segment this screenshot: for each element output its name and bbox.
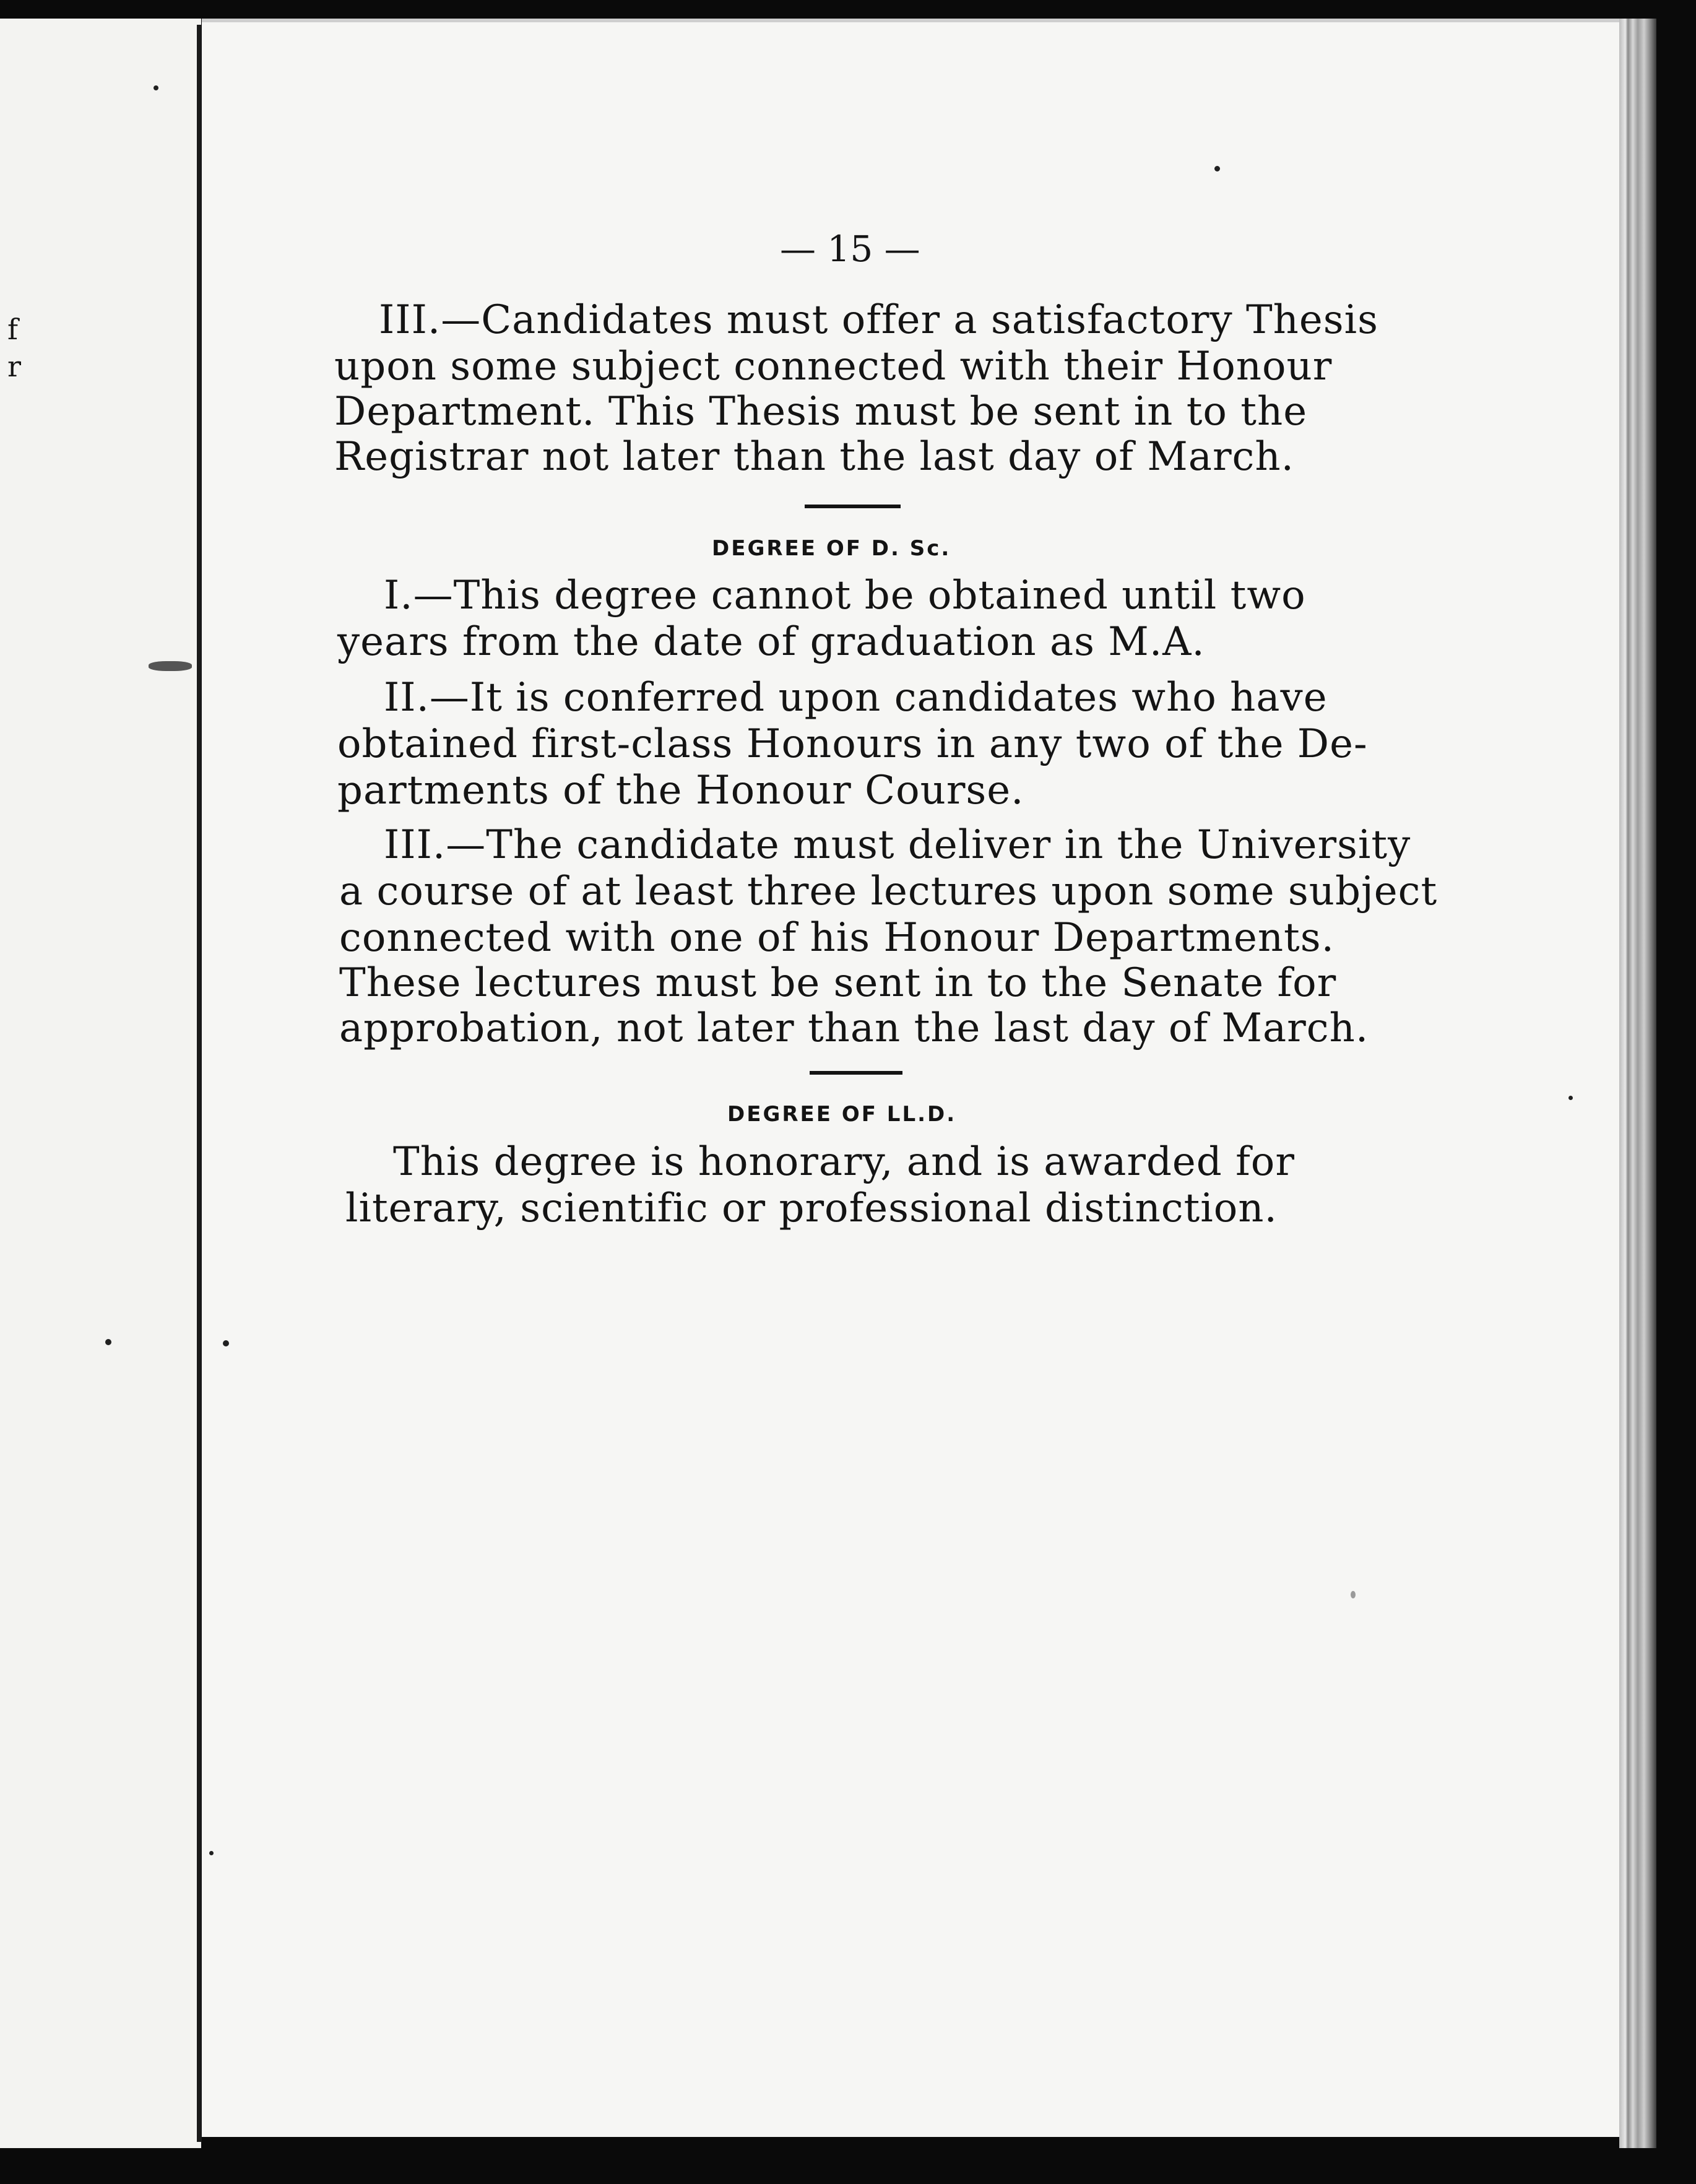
scan-speck: [1351, 1591, 1356, 1598]
paragraph-line: a course of at least three lectures upon some subject: [339, 869, 1438, 914]
paragraph-line: II.—It is conferred upon candidates who have: [384, 675, 1328, 721]
paragraph-line: partments of the Honour Course.: [337, 768, 1024, 813]
page-number: — 15 —: [780, 228, 920, 270]
scan-speck: [1568, 1096, 1573, 1100]
facing-page-fragment: r: [7, 350, 21, 383]
paragraph-line: obtained first-class Honours in any two of the De-: [337, 721, 1368, 767]
paragraph-line: This degree is honorary, and is awarded for: [393, 1139, 1295, 1185]
section-heading: DEGREE OF LL.D.: [727, 1102, 957, 1127]
paragraph-line: connected with one of his Honour Departments.: [339, 915, 1335, 961]
scan-speck: [105, 1339, 111, 1345]
paragraph-line: approbation, not later than the last day of March.: [339, 1005, 1369, 1051]
paragraph-line: years from the date of graduation as M.A.: [337, 619, 1205, 665]
section-divider: [810, 1071, 902, 1075]
facing-page-edge: [0, 19, 201, 2148]
paragraph-line: Department. This Thesis must be sent in to the: [334, 389, 1308, 435]
paragraph-line: III.—The candidate must deliver in the University: [384, 822, 1411, 868]
scan-speck: [154, 85, 158, 90]
scan-speck: [209, 1851, 214, 1855]
paragraph-line: upon some subject connected with their Honour: [334, 344, 1333, 389]
paragraph-line: These lectures must be sent in to the Senate for: [339, 960, 1337, 1006]
section-divider: [805, 505, 901, 508]
scan-speck: [223, 1340, 229, 1346]
section-heading: DEGREE OF D. Sc.: [712, 536, 951, 561]
page-stack-edge: [1619, 19, 1656, 2148]
paragraph-line: literary, scientific or professional distinction.: [345, 1185, 1278, 1231]
paragraph-line: Registrar not later than the last day of March.: [334, 434, 1294, 480]
scan-smudge: [149, 661, 192, 671]
paragraph-line: I.—This degree cannot be obtained until two: [384, 573, 1306, 618]
binding-gutter: [197, 25, 202, 2142]
page-top-edge: [202, 19, 1619, 22]
paragraph-line: III.—Candidates must offer a satisfactory Thesis: [379, 297, 1378, 343]
facing-page-fragment: f: [7, 313, 19, 346]
scan-speck: [1214, 166, 1220, 171]
